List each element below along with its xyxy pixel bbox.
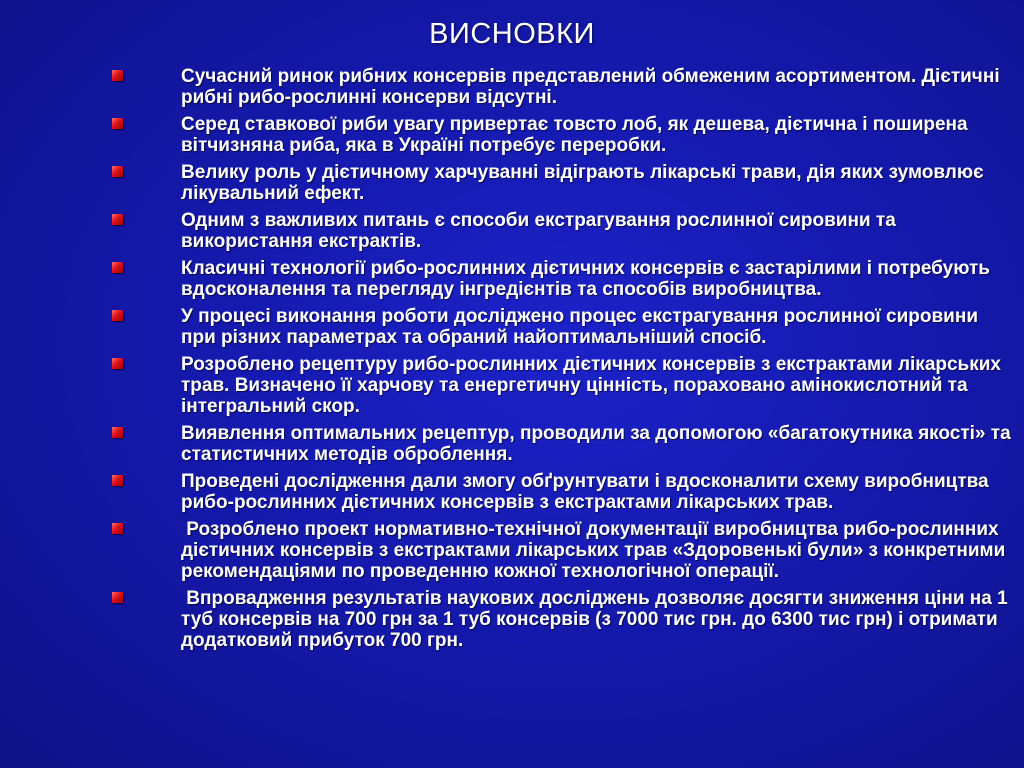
red-square-bullet-icon — [112, 262, 123, 273]
list-item-text: Проведені дослідження дали змогу обґрунтувати і вдосконалити схему виробництва рибо-рослинних дієтичних консервів з екстрактами лікарських трав. — [181, 471, 989, 513]
list-item-text: Сучасний ринок рибних консервів представлений обмеженим асортиментом. Дієтичні рибні рибо-рослинні консерви відсутні. — [181, 66, 1000, 108]
list-item-text: Впровадження результатів наукових досліджень дозволяє досягти зниження ціни на 1 туб консервів на 700 грн за 1 туб консервів (з 7000 тис грн. до 6300 тис грн) і отримати додатковий прибуток 700 грн. — [181, 588, 1013, 651]
list-item — [112, 588, 1018, 651]
list-item — [112, 162, 1018, 204]
red-square-bullet-icon — [112, 358, 123, 369]
conclusions-list — [112, 66, 1018, 657]
list-item — [112, 114, 1018, 156]
list-item — [112, 471, 1018, 513]
red-square-bullet-icon — [112, 475, 123, 486]
list-item-text: Серед ставкової риби увагу привертає товсто лоб, як дешева, дієтична і поширена вітчизняна риба, яка в Україні потребує переробки. — [181, 114, 968, 156]
list-item — [112, 210, 1018, 252]
list-item — [112, 258, 1018, 300]
red-square-bullet-icon — [112, 118, 123, 129]
list-item-text: У процесі виконання роботи досліджено процес екстрагування рослинної сировини при різних параметрах та обраний найоптимальніший спосіб. — [181, 306, 979, 348]
list-item-text: Розроблено проект нормативно-технічної документації виробництва рибо-рослинних дієтичних консервів з екстрактами лікарських трав «Здоровенькі були» з конкретними рекомендаціями по проведенню кожної технологічної операції. — [181, 519, 1011, 582]
red-square-bullet-icon — [112, 166, 123, 177]
list-item — [112, 354, 1018, 417]
list-item-text: Виявлення оптимальних рецептур, проводили за допомогою «багатокутника якості» та статистичних методів оброблення. — [181, 423, 1011, 465]
slide-title: ВИСНОВКИ — [429, 18, 595, 50]
red-square-bullet-icon — [112, 214, 123, 225]
red-square-bullet-icon — [112, 523, 123, 534]
red-square-bullet-icon — [112, 70, 123, 81]
list-item — [112, 306, 1018, 348]
list-item-text: Одним з важливих питань є способи екстрагування рослинної сировини та використання екстрактів. — [181, 210, 896, 252]
list-item-text: Розроблено рецептуру рибо-рослинних дієтичних консервів з екстрактами лікарських трав. Визначено її харчову та енергетичну цінність, пораховано амінокислотний та інтегральний скор. — [181, 354, 1001, 417]
red-square-bullet-icon — [112, 427, 123, 438]
list-item — [112, 66, 1018, 108]
list-item-text: Класичні технології рибо-рослинних дієтичних консервів є застарілими і потребують вдосконалення та перегляду інгредієнтів та способів виробництва. — [181, 258, 990, 300]
list-item — [112, 519, 1018, 582]
list-item — [112, 423, 1018, 465]
list-item-text: Велику роль у дієтичному харчуванні відіграють лікарські трави, дія яких зумовлює лікувальний ефект. — [181, 162, 984, 204]
red-square-bullet-icon — [112, 310, 123, 321]
red-square-bullet-icon — [112, 592, 123, 603]
